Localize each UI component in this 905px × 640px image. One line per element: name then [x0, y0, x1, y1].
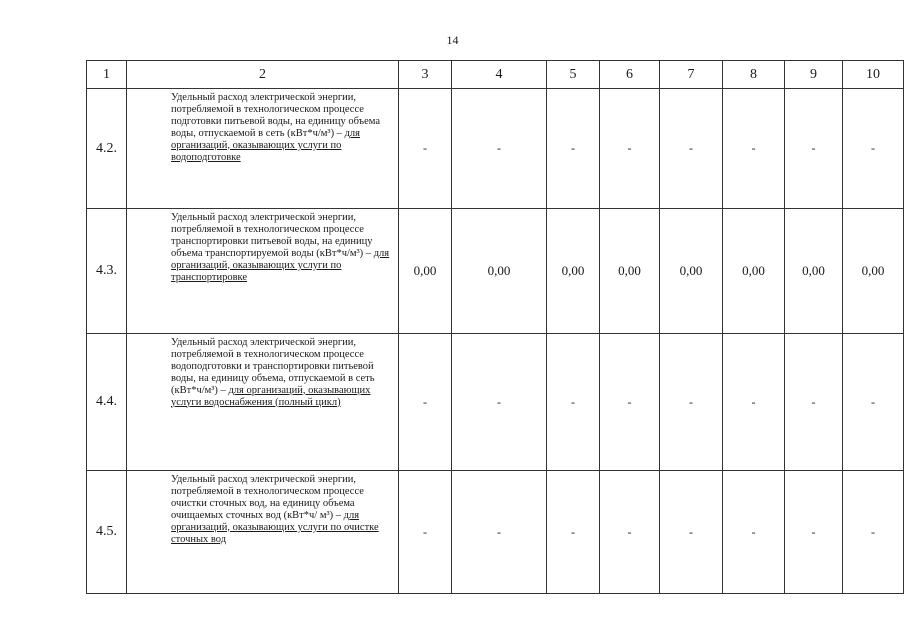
value-cell: 0,00 — [600, 209, 660, 334]
column-header: 9 — [785, 61, 843, 89]
table-row — [87, 89, 904, 209]
row-description — [127, 471, 399, 594]
column-header: 2 — [127, 61, 399, 89]
value-cell: 0,00 — [785, 209, 843, 334]
value-cell: 0,00 — [843, 209, 904, 334]
row-description — [127, 209, 399, 334]
description-underlined-text: для организаций, оказывающих услуги по транспортировке — [171, 247, 390, 283]
table-row — [87, 334, 904, 471]
value-cell: - — [785, 334, 843, 471]
value-cell: - — [660, 334, 723, 471]
column-header: 5 — [547, 61, 600, 89]
value-cell: - — [399, 89, 452, 209]
value-cell: - — [600, 334, 660, 471]
value-cell: - — [547, 334, 600, 471]
row-description — [127, 89, 399, 209]
value-cell: - — [843, 471, 904, 594]
value-cell: - — [547, 89, 600, 209]
row-number: 4.5. — [87, 471, 127, 594]
column-header: 4 — [452, 61, 547, 89]
row-number: 4.2. — [87, 89, 127, 209]
description-text: Удельный расход электрической энергии, потребляемой в технологическом процессе водоподготовки и транспортировки питьевой воды, на единицу объема, отпускаемой в сеть (кВт*ч/м³) – — [171, 337, 375, 396]
page-number: 14 — [446, 33, 459, 47]
value-cell: - — [723, 471, 785, 594]
value-cell: - — [600, 89, 660, 209]
row-description — [127, 334, 399, 471]
value-cell: 0,00 — [723, 209, 785, 334]
value-cell: - — [547, 471, 600, 594]
row-number: 4.4. — [87, 334, 127, 471]
description-underlined-text: для организаций, оказывающих услуги водоснабжения (полный цикл) — [171, 384, 371, 408]
value-cell: - — [452, 471, 547, 594]
value-cell: - — [600, 471, 660, 594]
column-header: 3 — [399, 61, 452, 89]
column-header: 8 — [723, 61, 785, 89]
row-number: 4.3. — [87, 209, 127, 334]
value-cell: - — [399, 471, 452, 594]
table-row — [87, 209, 904, 334]
value-cell: 0,00 — [399, 209, 452, 334]
description-text: Удельный расход электрической энергии, потребляемой в технологическом процессе подготовки питьевой воды, на единицу объема воды, отпускаемой в сеть (кВт*ч/м³) – — [171, 92, 380, 139]
table-row — [87, 471, 904, 594]
value-cell: - — [843, 89, 904, 209]
value-cell: - — [785, 89, 843, 209]
value-cell: 0,00 — [452, 209, 547, 334]
value-cell: - — [660, 89, 723, 209]
value-cell: - — [723, 89, 785, 209]
value-cell: 0,00 — [547, 209, 600, 334]
column-header: 1 — [87, 61, 127, 89]
column-header: 7 — [660, 61, 723, 89]
column-header: 10 — [843, 61, 904, 89]
value-cell: - — [785, 471, 843, 594]
value-cell: - — [723, 334, 785, 471]
indicator-table — [86, 60, 904, 594]
value-cell: - — [660, 471, 723, 594]
description-text: Удельный расход электрической энергии, потребляемой в технологическом процессе транспортировки питьевой воды, на единицу объема транспортируемой воды (кВт*ч/м³) – — [171, 212, 374, 259]
value-cell: - — [452, 334, 547, 471]
description-text: Удельный расход электрической энергии, потребляемой в технологическом процессе очистки сточных вод, на единицу объема очищаемых сточных вод (кВт*ч/ м³) – — [171, 474, 364, 521]
value-cell: - — [452, 89, 547, 209]
column-header: 6 — [600, 61, 660, 89]
value-cell: - — [843, 334, 904, 471]
description-underlined-text: для организаций, оказывающих услуги по очистке сточных вод — [171, 509, 379, 545]
value-cell: 0,00 — [660, 209, 723, 334]
header-row — [87, 61, 904, 89]
value-cell: - — [399, 334, 452, 471]
description-underlined-text: для организаций, оказывающих услуги по водоподготовке — [171, 127, 360, 163]
